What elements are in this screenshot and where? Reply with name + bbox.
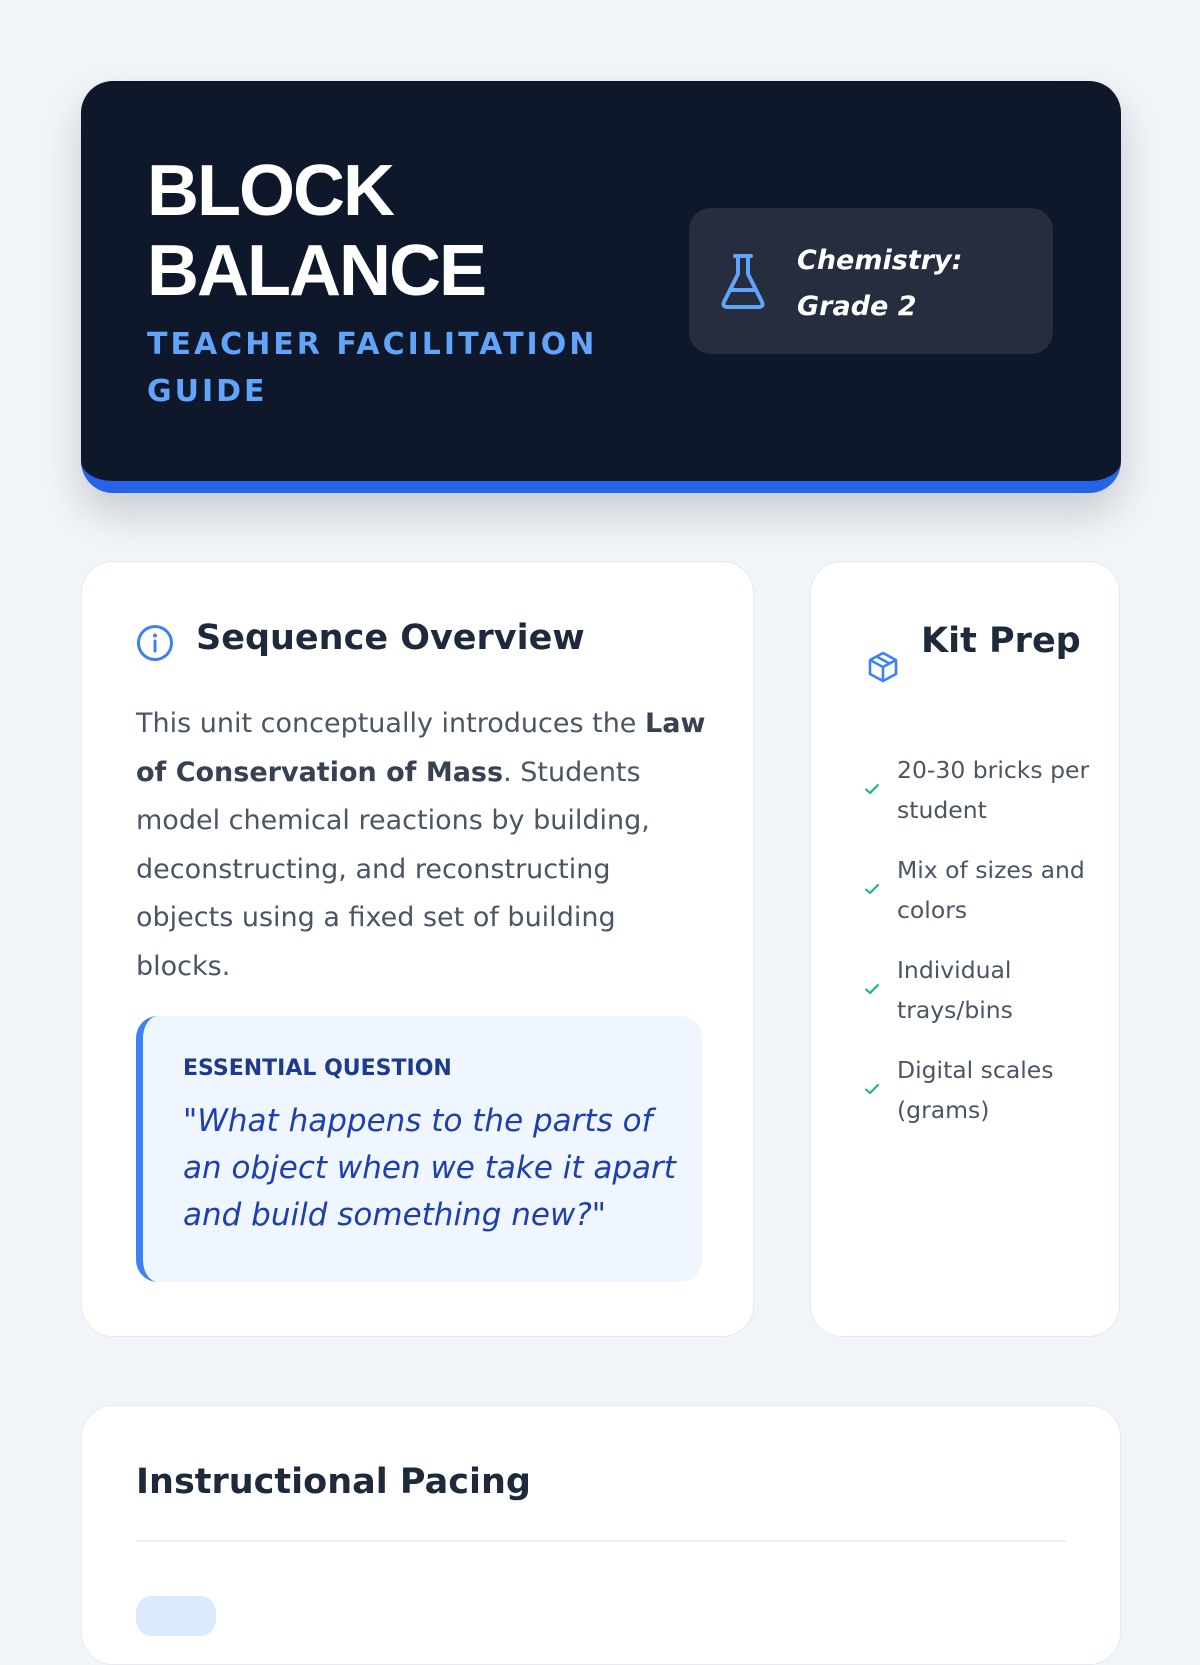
list-item xyxy=(863,850,1103,950)
essential-question-label: ESSENTIAL QUESTION xyxy=(183,1056,452,1081)
kit-item-label: Individual trays/bins xyxy=(897,956,1013,1024)
subject-label: Chemistry: xyxy=(797,245,963,276)
info-icon xyxy=(136,624,174,662)
grade-level-label: Grade 2 xyxy=(797,291,917,322)
kit-item-label: Digital scales (grams) xyxy=(897,1056,1054,1124)
sequence-overview-card xyxy=(81,561,754,1337)
kit-prep-title: Kit Prep xyxy=(921,621,1081,661)
sequence-overview-text xyxy=(136,700,706,991)
divider xyxy=(136,1540,1066,1542)
overview-text-part: This unit conceptually introduces the xyxy=(136,708,646,739)
kit-item-label: 20-30 bricks per student xyxy=(897,756,1090,824)
list-item xyxy=(863,950,1103,1050)
grade-label xyxy=(797,238,1037,330)
check-icon xyxy=(863,780,881,798)
essential-question-quote: "What happens to the parts of an object when we take it apart and build something new?" xyxy=(183,1103,676,1233)
title-line-1: BLOCK xyxy=(147,151,393,231)
header-banner xyxy=(81,81,1121,493)
instructional-pacing-card xyxy=(81,1405,1121,1665)
page-subtitle: TEACHER FACILITATION GUIDE xyxy=(147,327,598,409)
list-item xyxy=(863,1050,1103,1150)
sequence-overview-title: Sequence Overview xyxy=(196,618,585,658)
overview-text-part: . Students model chemical reactions by building, deconstructing, and reconstructing objects using a fixed set of building blocks. xyxy=(136,756,650,982)
list-item xyxy=(863,750,1103,850)
page-title xyxy=(147,151,627,311)
kit-item-label: Mix of sizes and colors xyxy=(897,856,1085,924)
check-icon xyxy=(863,980,881,998)
box-icon xyxy=(866,650,900,684)
subject-grade-badge xyxy=(689,208,1053,354)
title-line-2: BALANCE xyxy=(147,231,485,311)
kit-prep-list xyxy=(863,750,1103,1150)
instructional-pacing-title: Instructional Pacing xyxy=(136,1462,531,1502)
pacing-step-badge xyxy=(136,1596,216,1636)
flask-icon xyxy=(719,252,767,310)
check-icon xyxy=(863,880,881,898)
kit-prep-card xyxy=(810,561,1120,1337)
essential-question-callout xyxy=(136,1016,702,1282)
overview-key-concept: Law of Conservation of Mass xyxy=(136,708,706,788)
check-icon xyxy=(863,1080,881,1098)
